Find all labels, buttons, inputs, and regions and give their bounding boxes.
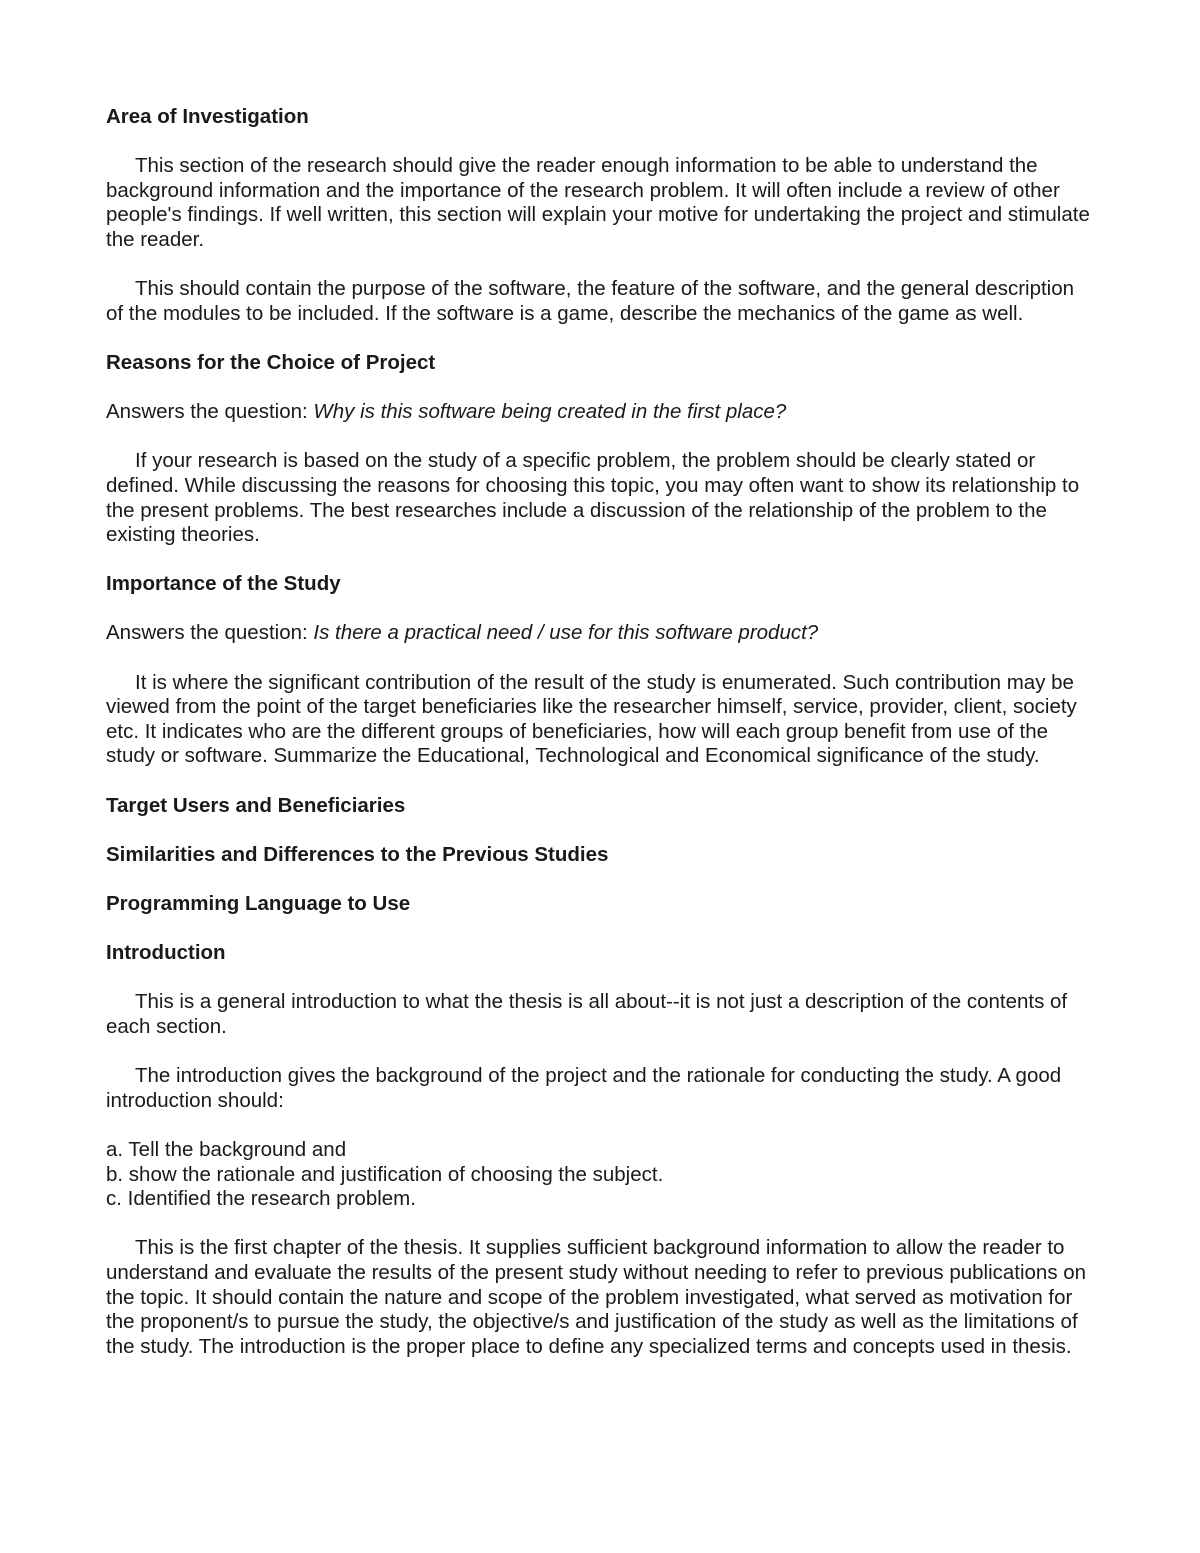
target-users-heading: Target Users and Beneficiaries [106,793,406,817]
list-item: c. Identified the research problem. [106,1187,416,1211]
importance-question-lead: Answers the question: [106,621,314,645]
introduction-paragraph-1: This is a general introduction to what the thesis is all about--it is not just a description of the contents of each section. [106,990,1068,1038]
reasons-question-text: Why is this software being created in the first place? [313,400,787,424]
programming-language-heading: Programming Language to Use [106,892,411,915]
similarities-heading: Similarities and Differences to the Previous Studies [106,842,609,866]
importance-question [106,621,1096,646]
area-paragraph-2: This should contain the purpose of the software, the feature of the software, and the general description of the modules to be included. If the software is a game, describe the mechanics of the game as well. [106,277,1075,325]
document-page [106,105,1096,1384]
reasons-question-lead: Answers the question: [106,400,314,424]
reasons-question [106,400,1096,425]
area-paragraph-1: This section of the research should give the reader enough information to be able to understand the background information and the importance of the research problem. It will often include a review of other people's findings. If well written, this section will explain your motive for undertaking the project and stimulate the reader. [106,154,1090,251]
introduction-heading: Introduction [106,941,226,965]
reasons-heading: Reasons for the Choice of Project [106,350,436,374]
list-item: b. show the rationale and justification of choosing the subject. [106,1162,664,1186]
list-item: a. Tell the background and [106,1137,347,1161]
reasons-paragraph-1: If your research is based on the study of a specific problem, the problem should be clearly stated or defined. While discussing the reasons for choosing this topic, you may often want to show its relationship to the present problems. The best researches include a discussion of the relationship of the problem to the existing theories. [106,449,1080,547]
importance-paragraph-1: It is where the significant contribution of the result of the study is enumerated. Such contribution may be viewed from the point of the target beneficiaries like the researcher himself, service, provider, client, society etc. It indicates who are the different groups of beneficiaries, how will each group benefit from use of the study or software. Summarize the Educational, Technological and Economical significance of the study. [106,670,1077,768]
introduction-paragraph-2: The introduction gives the background of the project and the rationale for conducting the study. A good introduction should: [106,1064,1062,1112]
introduction-paragraph-3: This is the first chapter of the thesis. It supplies sufficient background information to allow the reader to understand and evaluate the results of the present study without needing to refer to previous publications on the topic. It should contain the nature and scope of the problem investigated, what served as motivation for the proponent/s to pursue the study, the objective/s and justification of the study as well as the limitations of the study. The introduction is the proper place to define any specialized terms and concepts used in thesis. [106,1236,1087,1358]
area-of-investigation-heading: Area of Investigation [106,105,309,128]
importance-heading: Importance of the Study [106,572,341,596]
introduction-list [106,1138,1096,1212]
importance-question-text: Is there a practical need / use for this software product? [313,621,819,645]
